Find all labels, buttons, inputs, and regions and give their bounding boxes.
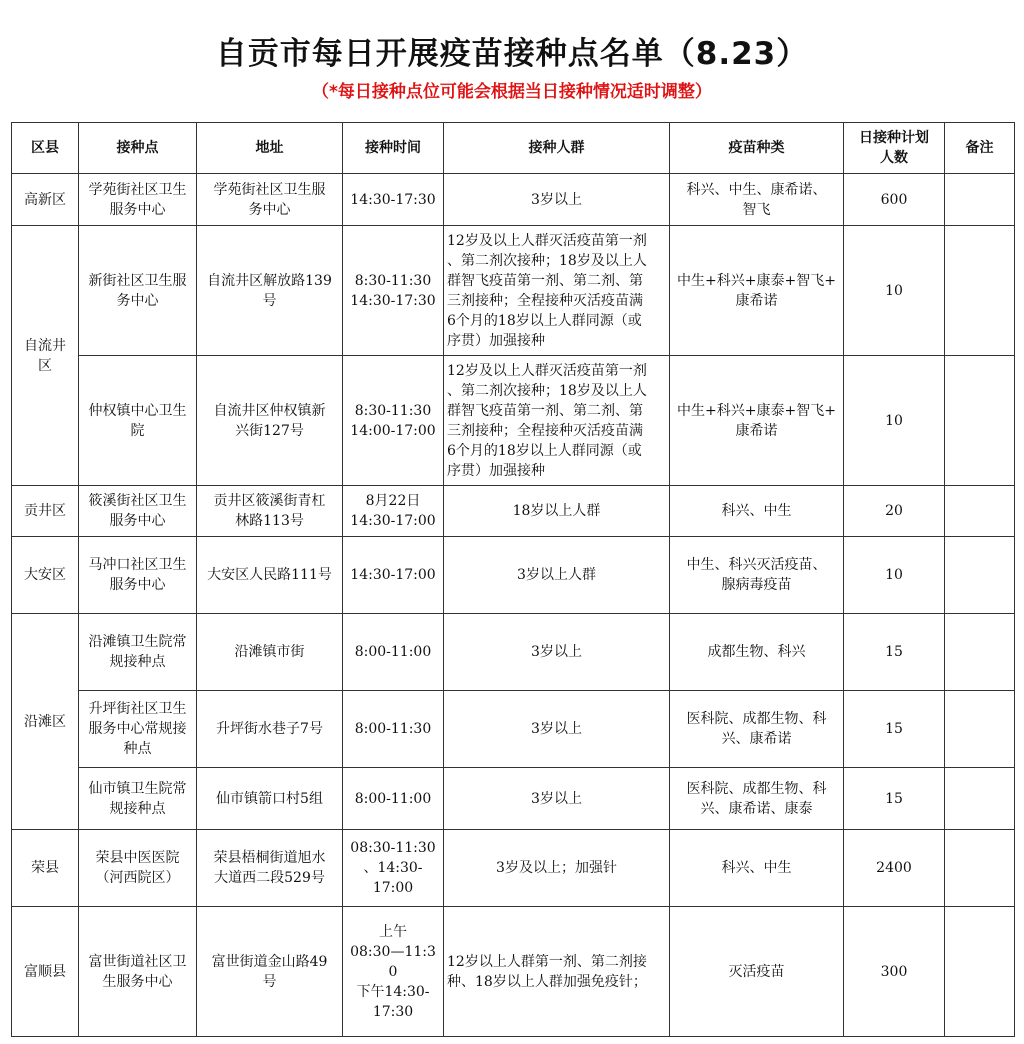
note-cell	[945, 174, 1015, 226]
page-title: 自贡市每日开展疫苗接种点名单（8.23）	[215, 36, 809, 72]
table-row	[12, 174, 1015, 226]
plan-cell: 20	[844, 486, 945, 537]
vaccine-cell: 医科院、成都生物、科 兴、康希诺、康泰	[670, 768, 844, 830]
header-note: 备注	[945, 123, 1015, 174]
time-cell: 8:30-11:30 14:00-17:00	[343, 356, 444, 486]
time-cell: 08:30-11:30 、14:30- 17:00	[343, 830, 444, 907]
population-cell: 3岁以上	[444, 174, 670, 226]
plan-cell: 10	[844, 226, 945, 356]
district-cell: 富顺县	[12, 907, 79, 1037]
plan-cell: 15	[844, 691, 945, 768]
address-cell: 自流井区解放路139 号	[197, 226, 343, 356]
site-cell: 仲权镇中心卫生 院	[79, 356, 197, 486]
district-cell: 沿滩区	[12, 614, 79, 830]
district-cell: 高新区	[12, 174, 79, 226]
time-cell: 8:00-11:00	[343, 614, 444, 691]
note-cell	[945, 830, 1015, 907]
table-row	[12, 691, 1015, 768]
site-cell: 新街社区卫生服 务中心	[79, 226, 197, 356]
note-cell	[945, 356, 1015, 486]
note-cell	[945, 486, 1015, 537]
note-cell	[945, 226, 1015, 356]
site-cell: 富世街道社区卫 生服务中心	[79, 907, 197, 1037]
table-header-row	[12, 123, 1015, 174]
address-cell: 仙市镇箭口村5组	[197, 768, 343, 830]
address-cell: 荣县梧桐街道旭水 大道西二段529号	[197, 830, 343, 907]
plan-cell: 10	[844, 537, 945, 614]
time-cell: 8:00-11:00	[343, 768, 444, 830]
site-cell: 荣县中医医院 （河西院区）	[79, 830, 197, 907]
plan-cell: 2400	[844, 830, 945, 907]
address-cell: 贡井区筱溪街青杠 林路113号	[197, 486, 343, 537]
address-cell: 沿滩镇市街	[197, 614, 343, 691]
header-plan: 日接种计划 人数	[844, 123, 945, 174]
address-cell: 富世街道金山路49 号	[197, 907, 343, 1037]
vaccine-cell: 科兴、中生	[670, 830, 844, 907]
table-row	[12, 830, 1015, 907]
population-cell: 12岁及以上人群灭活疫苗第一剂 、第二剂次接种；18岁及以上人 群智飞疫苗第一剂、第二剂、第 三剂接种；全程接种灭活疫苗满 6个月的18岁以上人群同源（或 序贯）加强接种	[444, 356, 670, 486]
plan-cell: 10	[844, 356, 945, 486]
table-row	[12, 614, 1015, 691]
time-cell: 8:00-11:30	[343, 691, 444, 768]
plan-cell: 600	[844, 174, 945, 226]
table-row	[12, 537, 1015, 614]
population-cell: 3岁及以上；加强针	[444, 830, 670, 907]
vaccination-sites-table	[11, 122, 1015, 1037]
time-cell: 8月22日 14:30-17:00	[343, 486, 444, 537]
note-cell	[945, 537, 1015, 614]
plan-cell: 300	[844, 907, 945, 1037]
time-cell: 14:30-17:30	[343, 174, 444, 226]
note-cell	[945, 614, 1015, 691]
address-cell: 学苑街社区卫生服 务中心	[197, 174, 343, 226]
site-cell: 学苑街社区卫生 服务中心	[79, 174, 197, 226]
vaccine-cell: 科兴、中生	[670, 486, 844, 537]
address-cell: 升坪街水巷子7号	[197, 691, 343, 768]
district-cell: 大安区	[12, 537, 79, 614]
vaccine-cell: 中生、科兴灭活疫苗、 腺病毒疫苗	[670, 537, 844, 614]
table-row	[12, 226, 1015, 356]
note-cell	[945, 691, 1015, 768]
header-site: 接种点	[79, 123, 197, 174]
district-cell: 荣县	[12, 830, 79, 907]
note-cell	[945, 768, 1015, 830]
vaccine-cell: 灭活疫苗	[670, 907, 844, 1037]
page-subtitle: （*每日接种点位可能会根据当日接种情况适时调整）	[312, 82, 712, 102]
table-row	[12, 907, 1015, 1037]
address-cell: 大安区人民路111号	[197, 537, 343, 614]
population-cell: 18岁以上人群	[444, 486, 670, 537]
table-row	[12, 356, 1015, 486]
note-cell	[945, 907, 1015, 1037]
district-cell: 自流井 区	[12, 226, 79, 486]
site-cell: 升坪街社区卫生 服务中心常规接 种点	[79, 691, 197, 768]
population-cell: 3岁以上人群	[444, 537, 670, 614]
header-district: 区县	[12, 123, 79, 174]
population-cell: 3岁以上	[444, 614, 670, 691]
vaccine-cell: 中生+科兴+康泰+智飞+ 康希诺	[670, 226, 844, 356]
address-cell: 自流井区仲权镇新 兴街127号	[197, 356, 343, 486]
site-cell: 马冲口社区卫生 服务中心	[79, 537, 197, 614]
plan-cell: 15	[844, 768, 945, 830]
table-row	[12, 768, 1015, 830]
population-cell: 3岁以上	[444, 691, 670, 768]
time-cell: 上午 08:30—11:30 下午14:30- 17:30	[343, 907, 444, 1037]
time-cell: 8:30-11:30 14:30-17:30	[343, 226, 444, 356]
population-cell: 3岁以上	[444, 768, 670, 830]
population-cell: 12岁以上人群第一剂、第二剂接 种、18岁以上人群加强免疫针；	[444, 907, 670, 1037]
header-vaccine: 疫苗种类	[670, 123, 844, 174]
vaccine-cell: 成都生物、科兴	[670, 614, 844, 691]
time-cell: 14:30-17:00	[343, 537, 444, 614]
header-time: 接种时间	[343, 123, 444, 174]
header-address: 地址	[197, 123, 343, 174]
header-population: 接种人群	[444, 123, 670, 174]
site-cell: 筱溪街社区卫生 服务中心	[79, 486, 197, 537]
population-cell: 12岁及以上人群灭活疫苗第一剂 、第二剂次接种；18岁及以上人 群智飞疫苗第一剂、第二剂、第 三剂接种；全程接种灭活疫苗满 6个月的18岁以上人群同源（或 序贯）加强接种	[444, 226, 670, 356]
site-cell: 仙市镇卫生院常 规接种点	[79, 768, 197, 830]
district-cell: 贡井区	[12, 486, 79, 537]
vaccine-cell: 科兴、中生、康希诺、 智飞	[670, 174, 844, 226]
table-row	[12, 486, 1015, 537]
vaccine-cell: 医科院、成都生物、科 兴、康希诺	[670, 691, 844, 768]
vaccine-cell: 中生+科兴+康泰+智飞+ 康希诺	[670, 356, 844, 486]
site-cell: 沿滩镇卫生院常 规接种点	[79, 614, 197, 691]
plan-cell: 15	[844, 614, 945, 691]
